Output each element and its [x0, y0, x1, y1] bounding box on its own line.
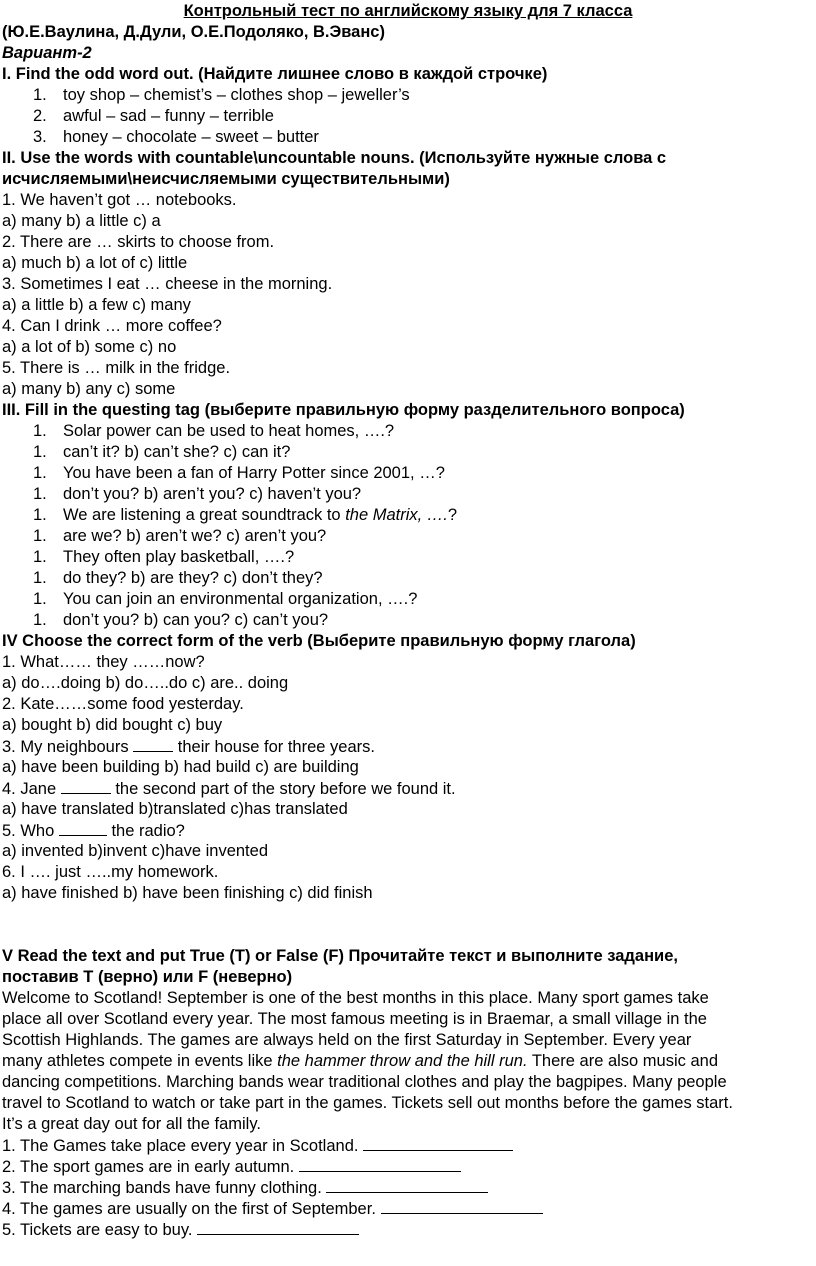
text-line: It’s a great day out for all the family. [2, 1115, 261, 1133]
text-line [2, 1051, 718, 1072]
statement-text: 2. The sport games are in early autumn. [2, 1158, 295, 1176]
question-line: 5. There is … milk in the fridge. [2, 359, 231, 377]
statement-line [2, 1135, 513, 1157]
question-end: their house for three years. [177, 738, 375, 756]
section4-heading: IV Choose the correct form of the verb (Выберите правильную форму глагола) [2, 632, 636, 650]
list-number: 1. [33, 527, 47, 545]
question-start: 5. Who [2, 822, 55, 840]
options-line: a) have finished b) have been finishing c) did finish [2, 884, 373, 902]
list-number: 1. [33, 464, 47, 482]
list-item: don’t you? b) can you? c) can’t you? [63, 611, 329, 629]
section5-heading: V Read the text and put True (T) or False (F) Прочитайте текст и выполните задание, [2, 947, 678, 965]
options-line: a) a lot of b) some c) no [2, 338, 177, 356]
statement-text: 5. Tickets are easy to buy. [2, 1221, 193, 1239]
question-start: 4. Jane [2, 780, 57, 798]
question-line: 3. Sometimes I eat … cheese in the morning. [2, 275, 333, 293]
list-number: 1. [33, 569, 47, 587]
list-number: 1. [33, 485, 47, 503]
list-item [63, 505, 457, 526]
answer-blank [363, 1135, 513, 1151]
document-title: Контрольный тест по английскому языку для 7 класса [183, 2, 633, 20]
list-number: 1. [33, 590, 47, 608]
question-line: 6. I …. just …..my homework. [2, 863, 219, 881]
options-line: a) many b) a little c) a [2, 212, 161, 230]
text-span: many athletes compete in events like [2, 1052, 278, 1070]
question-line: 4. Can I drink … more coffee? [2, 317, 222, 335]
text-line: Welcome to Scotland! September is one of the best months in this place. Many sport games take [2, 989, 709, 1007]
options-line: a) many b) any c) some [2, 380, 176, 398]
list-item: can’t it? b) can’t she? c) can it? [63, 443, 291, 461]
statement-text: 4. The games are usually on the first of September. [2, 1200, 376, 1218]
answer-blank [59, 820, 107, 836]
question-line [2, 736, 375, 758]
list-number: 1. [33, 548, 47, 566]
list-item: toy shop – chemist’s – clothes shop – jeweller’s [63, 86, 410, 104]
answer-blank [381, 1198, 543, 1214]
options-line: a) do….doing b) do…..do c) are.. doing [2, 674, 289, 692]
list-number: 1. [33, 611, 47, 629]
question-line [2, 778, 456, 800]
statement-line [2, 1198, 543, 1220]
answer-blank [326, 1177, 488, 1193]
question-end: the second part of the story before we found it. [115, 780, 456, 798]
options-line: a) much b) a lot of c) little [2, 254, 188, 272]
text-line: place all over Scotland every year. The most famous meeting is in Braemar, a small village in the [2, 1010, 707, 1028]
section3-heading: III. Fill in the questing tag (выберите правильную форму разделительного вопроса) [2, 401, 685, 419]
statement-line [2, 1156, 461, 1178]
options-line: a) bought b) did bought c) buy [2, 716, 223, 734]
list-item: are we? b) aren’t we? c) aren’t you? [63, 527, 327, 545]
question-end: the radio? [111, 822, 185, 840]
item-text: We are listening a great soundtrack to [63, 506, 346, 524]
authors-line: (Ю.Е.Ваулина, Д.Дули, О.Е.Подоляко, В.Эванс) [2, 23, 385, 41]
list-item: do they? b) are they? c) don’t they? [63, 569, 323, 587]
options-line: a) a little b) a few c) many [2, 296, 191, 314]
section2-heading: II. Use the words with countable\uncountable nouns. (Используйте нужные слова с [2, 149, 667, 167]
question-line [2, 820, 185, 842]
list-number: 1. [33, 443, 47, 461]
question-start: 3. My neighbours [2, 738, 129, 756]
list-number: 1. [33, 506, 47, 524]
answer-blank [197, 1219, 359, 1235]
section2-heading-cont: исчисляемыми\неисчисляемыми существительными) [2, 170, 450, 188]
list-item: They often play basketball, ….? [63, 548, 295, 566]
statement-text: 3. The marching bands have funny clothing. [2, 1179, 322, 1197]
list-item: Solar power can be used to heat homes, ….? [63, 422, 395, 440]
list-number: 2. [33, 107, 47, 125]
question-line: 1. What…… they ……now? [2, 653, 205, 671]
list-item: awful – sad – funny – terrible [63, 107, 274, 125]
options-line: a) invented b)invent c)have invented [2, 842, 268, 860]
list-number: 3. [33, 128, 47, 146]
text-line: dancing competitions. Marching bands wear traditional clothes and play the bagpipes. Many people [2, 1073, 727, 1091]
list-number: 1. [33, 422, 47, 440]
text-span: There are also music and [527, 1052, 719, 1070]
list-item: don’t you? b) aren’t you? c) haven’t you? [63, 485, 362, 503]
text-span-italic: the hammer throw and the hill run. [277, 1052, 528, 1070]
statement-line [2, 1177, 488, 1199]
section5-heading-cont: поставив T (верно) или F (неверно) [2, 968, 293, 986]
item-text-end: ? [447, 506, 458, 524]
statement-line [2, 1219, 359, 1241]
item-text-italic: the Matrix, …. [345, 506, 448, 524]
statement-text: 1. The Games take place every year in Scotland. [2, 1137, 359, 1155]
answer-blank [133, 736, 173, 752]
question-line: 2. There are … skirts to choose from. [2, 233, 275, 251]
question-line: 1. We haven’t got … notebooks. [2, 191, 237, 209]
answer-blank [299, 1156, 461, 1172]
list-item: You can join an environmental organization, ….? [63, 590, 418, 608]
section1-heading: I. Find the odd word out. (Найдите лишнее слово в каждой строчке) [2, 65, 548, 83]
list-item: You have been a fan of Harry Potter since 2001, …? [63, 464, 445, 482]
answer-blank [61, 778, 111, 794]
variant-label: Вариант-2 [2, 44, 92, 62]
text-line: Scottish Highlands. The games are always held on the first Saturday in September. Every year [2, 1031, 692, 1049]
question-line: 2. Kate……some food yesterday. [2, 695, 244, 713]
list-number: 1. [33, 86, 47, 104]
options-line: a) have translated b)translated c)has translated [2, 800, 348, 818]
text-line: travel to Scotland to watch or take part in the games. Tickets sell out months before the games start. [2, 1094, 733, 1112]
list-item: honey – chocolate – sweet – butter [63, 128, 319, 146]
options-line: a) have been building b) had build c) are building [2, 758, 359, 776]
